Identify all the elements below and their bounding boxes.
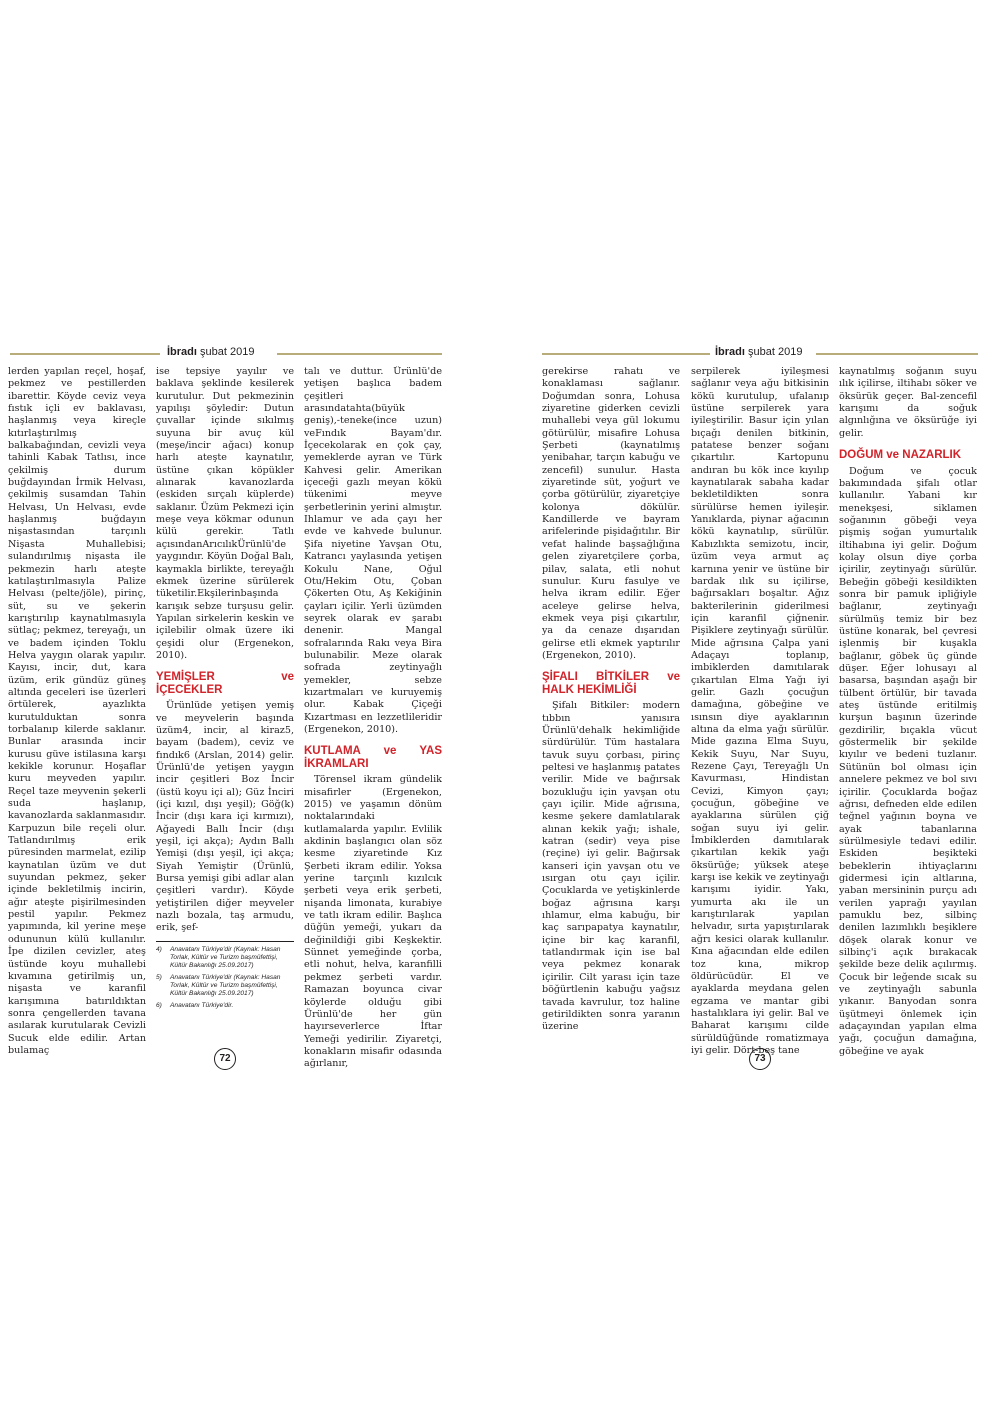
right-column-3 bbox=[839, 366, 977, 1058]
page-number: 73 bbox=[749, 1048, 771, 1070]
footnote bbox=[156, 1002, 294, 1010]
header-rule-right bbox=[816, 353, 978, 355]
header-brand: İbradı bbox=[167, 346, 197, 358]
header-label bbox=[715, 345, 802, 359]
header-date: şubat 2019 bbox=[200, 346, 255, 358]
header-date: şubat 2019 bbox=[748, 346, 803, 358]
paragraph: ise tepsiye yayılır ve baklava şeklinde kesilerek kurutulur. Dut pekmezinin yapılışı şöyledir: Dutun çuvallar içinde sıkılmış suyuna bir avuç kül (meşe/incir ağacı) konup harlı ateşte kaynatılır, üstüne çıkan köpükler alınarak kavanozlarda (eskiden sırçalı küplerde) saklanır. Üzüm Pekmezi için meşe veya kökmar odunun külü gerekir. Tatlı açısındanArıcılıkÜrünlü'de yaygındır. Köyün Doğal Balı, kaymakla birlikte, tereyağlı ekmek üzerine sürülerek tüketilir.Ekşilerinbaşında karışık sebze turşusu gelir. Yapılan sirkelerin keskin ve içilebilir olmak üzere iki çeşidi olur (Ergenekon, 2010). bbox=[156, 366, 294, 661]
section-heading: YEMİŞLER ve İÇECEKLER bbox=[156, 671, 294, 696]
left-column-1 bbox=[8, 366, 146, 1057]
right-column-2 bbox=[691, 366, 829, 1057]
left-column-2 bbox=[156, 366, 294, 1013]
footnote bbox=[156, 974, 294, 999]
section-heading: KUTLAMA ve YAS İKRAMLARI bbox=[304, 745, 442, 770]
paragraph: gerekirse rahatı ve konaklaması sağlanır. Doğumdan sonra, Lohusa ziyaretine giderken cevizli muhallebi veya gül lokumu götürülür, misafire Lohusa Şerbeti (kaynatılmış yenibahar, tarçın kabuğu ve zencefil) sunulur. Hasta ziyaretinde süt, yoğurt ve çorba götürülür, ziyaretçiye kolonya dökülür. Kandillerde ve bayram arifelerinde pişidağıtılır. Bir vefat halinde başsağlığına gelen ziyaretçilere çorba, pilav, salata, etli nohut sunulur. Kuru fasulye ve helva ikram edilir. Eğer aceleye gelirse helva, ekmek veya pişi çıkartılır, ya da cenaze dışarıdan gelirse etli ekmek yaptırılır (Ergenekon, 2010). bbox=[542, 366, 680, 661]
paragraph: serpilerek iyileşmesi sağlanır veya ağu bitkisinin kökü kurutulup, ufalanıp üstüne serpilerek yara iyileştirilir. Basur için yılan bıçağı denilen bitkinin, patatese benzer soğanı çıkartılır. Kartopunu andıran bu kök ince kıyılıp kaynatılarak sabaha kadar bekletildikten sonra sürülürse hemen iyileşir. Yanıklarda, piynar ağacının kökü kaynatılıp, sürülür. Kabızlıkta semizotu, incir, üzüm veya armut aç karnına yenir ve üstüne bir bardak ılık su içilirse, bağırsakları boşaltır. Ağız bakterilerinin giderilmesi için karanfil çiğnenir. Pişiklere zeytinyağı sürülür. Mide ağrısına Çalpa yani Adaçayı toplanıp, imbiklerden damıtılarak çıkartılan Elma Yağı iyi gelir. Gazlı çocuğun damağına, göbeğine ve ısınsın diye ayaklarının altına da elma yağı sürülür. Mide gazına Elma Suyu, Kekik Suyu, Nar Suyu, Rezene Çayı, Tereyağlı Un Kavurması, Hindistan Cevizi, Kimyon çayı; çocuğun, göbeğine ve ayaklarına sürülen çiğ soğan suyu iyi gelir. İmbiklerden damıtılarak çıkartılan kekik yağı öksürüğe; yüksek ateşe karşı ise kekik ve zeytinyağı karışımı iyidir. Yakı, yumurta akı ile un karıştırılarak yapılan helvadır, sırta yapıştırılarak ağrı kesici olarak kullanılır. Kına ağacından elde edilen toz kına, mikrop öldürücüdür. El ve ayaklarda meydana gelen egzama ve mantar gibi hastalıklara iyi gelir. Bal ve Baharat karışımı cilde sürüldüğünde romatizmaya iyi gelir. Dört-beş tane bbox=[691, 366, 829, 1056]
paragraph: Ürünlüde yetişen yemiş ve meyvelerin başında üzüm4, incir, al kiraz5, bayam (badem), ceviz ve fındık6 (Arslan, 2014) gelir. Ürünlü'de yetişen yaygın incir çeşitleri Boz İncir (üstü koyu içi al); Güz İnciri (içi kızıl, dışı yeşil); Göğ(k) İncir (dışı kara içi kırmızı), Ağayedi Ballı İncir (dışı yeşil, içi akça); Aydın Ballı Yemişi (dışı yeşil, içi akça; Siyah Yemiştir (Ürünlü, Bursa yemişi gibi adlar alan çeşitleri vardır). Köyde yetiştirilen diğer meyveler nazlı bozala, taş armudu, erik, şef- bbox=[156, 700, 294, 934]
paragraph: kaynatılmış soğanın suyu ılık içilirse, iltihabı söker ve öksürük geçer. Bal-zencefil karışımı da soğuk algınlığına ve öksürüğe iyi gelir. bbox=[839, 366, 977, 439]
footnote-text: Anavatanı Türkiye'dir (Kaynak: Hasan Torlak, Kültür ve Turizm başmüfettişi, Kültür Bakanlığı 25.09.2017) bbox=[170, 945, 281, 970]
header-label bbox=[167, 345, 254, 359]
paragraph: talı ve duttur. Ürünlü'de yetişen başlıca badem çeşitleri arasındatahta(büyük geniş),-teneke(ince uzun) veFındık Bayam'dır. İçecekolarak en çok çay, yemeklerde ayran ve Türk Kahvesi gelir. Amerikan içeceği gazlı meyan kökü tükenimi meyve şerbetlerinin yerini almıştır. Ihlamur ve ada çayı her evde ve kahvede bulunur. Şifa niyetine Yavşan Otu, Katrancı yaylasında yetişen Kokulu Nane, Oğul Otu/Hekim Otu, Çoban Çökerten Otu, Aş Kekiğinin çayları içilir. Yerli üzümden seyrek olarak ev şarabı denenir. Mangal sofralarında Rakı veya Bira bulunabilir. Meze olarak sofrada zeytinyağlı yemekler, sebze kızartmaları ve kuruyemiş olur. Kabak Çiçeği Kızartması en lezzetlileridir (Ergenekon, 2010). bbox=[304, 366, 442, 735]
paragraph: lerden yapılan reçel, hoşaf, pekmez ve pestillerden ibarettir. Köyde ceviz veya fıstık içli ev baklavası, haşlanmış veya kireçle kıtırlaştırılmış balkabağından, cevizli veya tahinli Kabak Tatlısı, ince çekilmiş durum buğdayından İrmik Helvası, çekilmiş susamdan Tahin Helvası, Un Helvası, evde haşlanmış buğdayın nişastasından tarçınlı Nişasta Muhallebisi; sulandırılmış nişasta ile pekmezin harlı ateşte katılaştırılmasıyla Palize Helvası (pelte/jöle), pirinç, süt, su ve şekerin karıştırılıp kaynatılmasıyla sütlaç; pekmez, tereyağı, un ve badem içinden Toklu Helva yaygın olarak yapılır. Kayısı, incir, dut, kara üzüm, erik gündüz güneş altında geceleri ise üzerleri örtülerek, ayazlıkta kurutulduktan sonra torbalanıp kilerde saklanır. Bunlar arasında incir kurusu güve istilasına karşı kekikle korunur. Hoşaflar kuru meyveden yapılır. Reçel taze meyvenin şekerli suda haşlanıp, kavanozlarda saklanmasıdır. Karpuzun bile reçeli olur. Tatlandırılmış erik püresinden marmelat, ezilip kaynatılan üzüm ve dut suyundan pekmez, şeker içinde bekletilmiş incirin, ağır ateşte pişirilmesinden pestil yapılır. Pekmez yapımında, kil yerine meşe odununun külü kullanılır. İpe dizilen cevizler, ateş üstünde koyu muhallebi kıvamına getirilmiş un, nişasta ve karanfil karışımına batırıldıktan sonra çengellerden tavana asılarak kurutularak Cevizli Sucuk elde edilir. Artan bulamaç bbox=[8, 366, 146, 1056]
right-column-1 bbox=[542, 366, 680, 1034]
right-page bbox=[500, 0, 1000, 1414]
header-rule-left bbox=[10, 353, 160, 355]
footnotes bbox=[156, 941, 294, 1010]
footnote-number: 5) bbox=[156, 973, 162, 981]
left-page-header bbox=[0, 345, 500, 359]
footnote-number: 4) bbox=[156, 945, 162, 953]
section-heading: DOĞUM ve NAZARLIK bbox=[839, 449, 962, 462]
paragraph: Törensel ikram gündelik misafirler (Ergenekon, 2015) ve yaşamın dönüm noktalarındaki kutlamalarda yapılır. Evlilik akdinin başlangıcı olan söz kesme ziyaretinde Kız Şerbeti ikram edilir. Yoksa yerine tarçınlı kızılcık şerbeti veya erik şerbeti, nişanda limonata, kurabiye ve tatlı ikram edilir. Başlıca düğün yemeği, yukarı da değinildiği gibi Keşkektir. Sünnet yemeğinde çorba, etli nohut, helva, karanfilli pekmez şerbeti vardır. Ramazan boyunca civar köylerde olduğu gibi Ürünlü'de her gün hayırseverlerce İftar Yemeği yedirilir. Ziyaretçi, konakların misafir odasında ağırlanır, bbox=[304, 774, 442, 1070]
paragraph: Şifalı Bitkiler: modern tıbbın yanısıra Ürünlü'dehalk hekimliğide sürdürülür. Tüm hastalara tavuk suyu çorbası, pirinç peltesi ve haşlanmış patates verilir. Mide ve bağırsak bozukluğu için yavşan otu çayı içilir. Mide ağrısına, kesme şekere damlatılarak alınan kekik yağı; ishale, katran (sedir) veya pise (reçine) iyi gelir. Bağırsak kanseri için yavşan otu ve ısırgan otu çayı içilir. Çocuklarda ve yetişkinlerde boğaz ağrısına karşı ıhlamur, elma kabuğu, bir kaç sarıpapatya kaynatılır, içine bir kaç karanfil, tatlandırmak için ise bal veya pekmez konarak içirilir. Cilt yarası için taze böğürtlenin kabuğu yağsız tavada kavrulur, toz haline getirildikten sonra yaranın üzerine bbox=[542, 700, 680, 1033]
footnote-number: 6) bbox=[156, 1001, 162, 1009]
paragraph: Doğum ve çocuk bakımındada şifalı otlar kullanılır. Yabani kır menekşesi, siklamen soğanının göbeği veya pişmiş soğan yumurtalık iltihabına iyi gelir. Doğum kolay olsun diye çorba içirilir, zeytinyağı sürülür. Bebeğin göbeği kesildikten sonra bir pamuk ipliğiyle bağlanır, zeytinyağı sürülmüş temiz bir bez üstüne konarak, bel çevresi işlenmiş bir kuşakla bağlanır, göbek üç günde düşer. Eğer lohusayı al basarsa, başından aşağı bir tülbent örtülür, bir tavada ateş üstünde eritilmiş kurşun başının üzerinde gezdirilir, bıçakla vücut göstermelik bir şekilde kıyılır ve bedeni tuzlanır. Sütünün bol olması için annelere pekmez ve bol sıvı içirilir. Çocuklarda boğaz ağrısı, defneden elde edilen teğnel yağının boyna ve ayak tabanlarına sürülmesiyle tedavi edilir. Eskiden beşikteki bebeklerin ihtiyaçlarını gidermesi için altlarına, yaban mersininin purçu adı verilen yaprağı yayılan pamuklu bez, silbinç denilen lazımlıklı beşiklere döşek olarak konur ve silbinç'i açık bırakacak şekilde beze delik açılırmış. Çocuk bir leğende sıcak su ve zeytinyağlı sabunla yıkanır. Banyodan sonra üşütmeyi önlemek için adaçayından yapılan elma yağı, çocuğun damağına, göbeğine ve ayak bbox=[839, 465, 977, 1057]
page-number: 72 bbox=[214, 1048, 236, 1070]
section-heading: ŞİFALI BİTKİLER ve HALK HEKİMLİĞİ bbox=[542, 671, 680, 696]
footnote-text: Anavatanı Türkiye'dir (Kaynak: Hasan Torlak, Kültür ve Turizm başmüfettişi, Kültür Bakanlığı 25.09.2017) bbox=[170, 973, 281, 998]
footnote bbox=[156, 946, 294, 971]
header-rule-right bbox=[277, 353, 442, 355]
footnote-text: Anavatanı Türkiye'dir. bbox=[170, 1001, 234, 1009]
header-brand: İbradı bbox=[715, 346, 745, 358]
left-column-3 bbox=[304, 366, 442, 1071]
header-rule-left bbox=[542, 353, 710, 355]
right-page-header bbox=[500, 345, 1000, 359]
